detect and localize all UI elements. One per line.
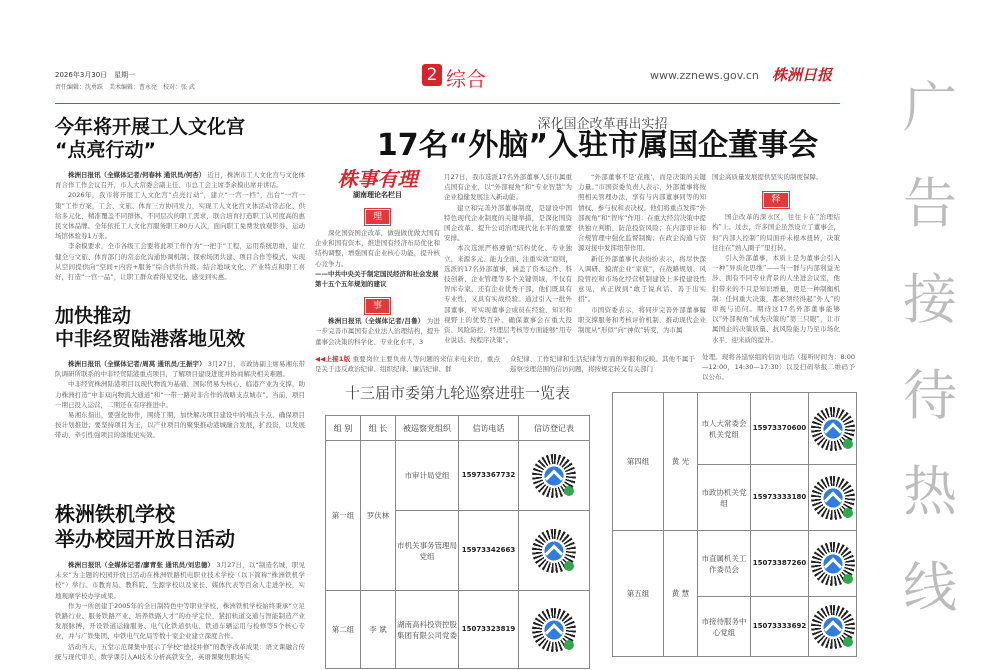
ad-hotline-banner <box>880 60 980 636</box>
phone-cell: 15973342663 <box>459 511 519 591</box>
quote-source: ——中共中央关于制定国民经济和社会发展第十五个五年规划的建议 <box>315 269 439 289</box>
tag-li: 理 <box>366 210 389 224</box>
ad-char: 热 <box>903 460 957 523</box>
phone-cell: 15973367732 <box>459 441 519 511</box>
org-cell: 市人大常委会机关党组 <box>698 393 751 465</box>
paragraph: 为进一步完善市属国有企业法人治理结构，提升董事会决策的科学化、专业化水平，3 <box>315 317 441 346</box>
issue-date: 2026年3月30日 星期一 <box>55 71 136 79</box>
section-name: 综合 <box>446 67 486 91</box>
main-column-3 <box>578 172 706 337</box>
table-row <box>613 393 857 465</box>
paragraph: 中非经贸株洲陆港项目以现代物流为基础、国际贸易为核心、临港产业为支撑，助力株洲打造“中非双向物流大通道”和“一带一路对非合作的战略支点城市”。当前，项目一期已投入运营，二期还在有序推进中。 <box>55 380 305 409</box>
byline: 株洲日报讯（全媒体记者/何春林 通讯员/何杏） <box>68 171 206 179</box>
org-cell: 市审计局党组 <box>396 441 459 511</box>
paragraph: 市国资委表示，将同步完善外部董事履职支撑服务和考核评价机制，推动现代企业制度从“形似”向“神似”转变，为市属 <box>578 305 706 335</box>
header-org: 被巡察党组织 <box>396 416 459 441</box>
paragraph: “外部董事不是‘花瓶’，而是决策的关键力量。”市国资委负责人表示，外部董事将按照相关管理办法，享有与内部董事同等的知情权、参与权和表决权。他们将重点发挥“外部视角”和“智库”作用：在重大经营决策中提供独立判断，防范投资风险；在内部审计和合规管理中强化监督制衡；在政企沟通与资源对接中发挥纽带作用。 <box>578 173 706 253</box>
table-title: 十三届市委第九轮巡察进驻一览表 <box>344 384 570 402</box>
byline: 株洲日报讯（全媒体记者/周莴 通讯员/王振宇） <box>68 360 206 368</box>
byline: 株洲日报讯（全媒体记者/吕鲁） <box>328 317 425 326</box>
paragraph: 3月27日，以“制造名城，职见未来”为主题的校园开放日活动在株洲铁路机电职业技术学校（以下简称“株洲铁机学校”）举行。市教育局、教科院、生源学校以及家长、媒体代表等百余人走进学校，实地观摩学校办学成果。 <box>55 561 305 600</box>
qr-code-icon[interactable] <box>811 542 855 586</box>
phone-cell: 15973370600 <box>751 393 809 465</box>
inspection-table-left <box>325 415 590 669</box>
main-column-2 <box>444 172 572 345</box>
ad-char: 待 <box>903 364 957 427</box>
leader-cell: 黄 慧 <box>664 531 698 657</box>
headline-line2: 举办校园开放日活动 <box>55 527 235 551</box>
inspection-intro-2: 众纪律、工作纪律和生活纪律等方面的举报和反映。其他不属于巡察受理范围的信访问题，将按规定转交有关部门 <box>510 355 695 374</box>
ad-char: 接 <box>903 268 957 331</box>
header-leader: 组 长 <box>361 416 396 441</box>
editor-credits: 责任编辑：沈勇跃 美术编辑：曹永亮 校对：张 武 <box>55 84 195 91</box>
paragraph: 建立和完善外部董事制度，是建设中国特色现代企业制度的关键举措，是深化国资国企改革、提升公司治理现代化水平的重要安排。 <box>444 203 572 243</box>
org-cell: 市政协机关党组 <box>698 465 751 531</box>
table-row <box>613 531 857 597</box>
group-cell: 第一组 <box>326 441 361 591</box>
phone-cell: 15073333692 <box>751 597 809 657</box>
site-url[interactable]: www.zznews.gov.cn <box>650 69 759 82</box>
group-cell: 第二组 <box>326 591 361 669</box>
paragraph: 作为一所创建于2005年的全日制特色中等职业学校，株洲铁机学校始终秉承“立足铁路行业、服务铁路产业、培养铁路人才”的办学定位，紧扣轨道交通与智能制造产业发展脉搏，开设铁道运输服务、电气化铁道供电、铁道车辆运用与检修等5个核心专业，并与广铁集团、中铁电气化局等数十家企业建立深度合作。 <box>55 601 305 641</box>
table-row <box>326 441 590 511</box>
header-group: 组 别 <box>326 416 361 441</box>
leader-cell: 黄 光 <box>664 393 698 531</box>
ad-char: 广 <box>903 76 957 139</box>
phone-cell: 15973333180 <box>751 465 809 531</box>
tag-shi-explain: 释 <box>764 193 787 207</box>
header-phone: 信访电话 <box>459 416 519 441</box>
paragraph: 近日，株洲市工人文化宫与文化体育合作工作会议召开，市人大常委会副主任、市总工会主席李余模出席并讲话。 <box>55 171 305 190</box>
paragraph: 2026年，我市将开展工人文化宫“点亮行动”，建立“一宫一档”，出台“一宫一策”工作方案，工会、文旅、体育三方协同发力，实现工人文化宫文体活动常态化、供给多元化，精准覆盖不同群体、不同层次的职工需求，联合培育打造职工认可度高的惠民文体品牌。全年依托工人文化宫服务职工80万人次，面向职工免费发放观影券、运动场馆体验券1万张。 <box>55 191 305 241</box>
paragraph: 国企改革的深水区，往往卡在“治理结构”上。过去，许多国企虽然设立了董事会，但“内部人控制”的局面并未根本扭转，决策往往在“熟人圈子”里打转。 <box>712 213 840 252</box>
tag-shi: 事 <box>366 299 389 313</box>
qr-code-icon[interactable] <box>532 608 576 652</box>
paragraph: 李余模要求，全市各级工会要将此项工作作为“一把手”工程，运用系统思维，建立健全与文旅、体育部门的常态化沟通协调机制；探索场团共建、项目合作等模式，实现从空间提供向“空间+内容+服务”综合供给升级；结合地域文化、产业特点和职工喜好，打造“一宫一品”，让职工群众看得见变化、感受到实惠。 <box>55 242 305 282</box>
column-zhushi-youli <box>315 168 440 347</box>
ad-char: 线 <box>903 556 957 619</box>
headline-line2: “点亮行动” <box>55 139 156 161</box>
group-cell: 第四组 <box>613 393 664 531</box>
group-cell: 第五组 <box>613 531 664 657</box>
paragraph: 新任外部董事代表纷纷表示，将尽快深入调研、摸清企业“家底”，在战略规划、风险管控和市场化经营机制建设上多提建设性意见，真正做到“敢于说真话、善于出实招”。 <box>578 254 706 304</box>
table-row <box>326 591 590 669</box>
column-subtitle: 湖南理论名栏目 <box>353 191 402 199</box>
header-rule <box>55 103 840 104</box>
headline-line2: 中非经贸陆港落地见效 <box>55 328 246 350</box>
inspection-table-right <box>612 392 857 657</box>
newspaper-logo: 株洲日报 <box>772 66 833 84</box>
paragraph: 本次选派严格遵循“结构优化、专业独立、来源多元、能力全面、注重实效”原则，选派的17名外部董事，涵盖了资本运作、科技创新、企业管理等多个关键领域，不仅有智库专家，还有企业优秀干部，他们既具有专业性，又具有实战经验。通过引入一批外部董事，可实现董事会成员在经验、知识和视野上的优势互补，确保董事会在重大投资、风险防控、经理层考核等方面能够“用专业说话、按程序决策”。 <box>444 244 572 345</box>
org-cell: 市机关事务管理局党组 <box>396 511 459 591</box>
headline-line1: 株洲铁机学校 <box>55 502 175 526</box>
article-culture-palace <box>55 116 305 282</box>
main-kicker: 深化国企改革再出实招 <box>537 117 668 132</box>
inspection-intro-1 <box>315 354 500 374</box>
org-cell: 市接待服务中心党组 <box>698 597 751 657</box>
qr-code-icon[interactable] <box>811 476 855 520</box>
main-headline: 17名“外脑”入驻市属国企董事会 <box>376 128 819 163</box>
org-cell: 湖南高科投资控股集团有限公司党委 <box>396 591 459 669</box>
paragraph: 易湘东指出，要强化协作，围绕工期，加快解决项目建设中的堵点卡点，确保项目按计划推进；要坚持项目为王，以产业项目的聚集推动港城融合发展，扩投资，以发展带动、牵引性强项目的落地见实效。 <box>55 411 305 440</box>
qr-code-icon[interactable] <box>811 407 855 451</box>
byline: 株洲日报讯（全媒体记者/廖青张 通讯员/刘忠德） <box>68 561 215 569</box>
quote: 深化国资国企改革，做强做优做大国有企业和国有资本，推进国有经济布局优化和结构调整，增强国有企业核心功能，提升核心竞争力。 <box>315 229 440 268</box>
qr-code-icon[interactable] <box>532 529 576 573</box>
continued-marker: ◀◀上接1版 <box>315 355 351 363</box>
page-number-badge: 2 <box>422 64 442 86</box>
article-china-africa-port <box>55 305 305 484</box>
paragraph: 国企高质量发展提供坚实的制度保障。 <box>712 173 823 181</box>
paragraph: 3月27日，市政协副主席易湘东带队调研所联系的中非经贸陆港重点项目，了解项目建设进度并协商解决相关难题。 <box>55 360 305 379</box>
header-qr: 信访登记表 <box>519 416 590 441</box>
qr-code-icon[interactable] <box>532 454 576 498</box>
ad-char: 告 <box>903 172 957 235</box>
phone-cell: 15073323819 <box>459 591 519 669</box>
leader-cell: 罗伏林 <box>361 441 396 591</box>
org-cell: 市直属机关工作委员会 <box>698 531 751 597</box>
headline-line1: 加快推动 <box>55 305 132 327</box>
column-logo: 株事有理 <box>337 167 418 191</box>
main-column-4 <box>712 172 840 344</box>
paragraph: 重要岗位主要负责人等问题的来信来电来访，重点是关于违反政治纪律、组织纪律、廉洁纪律、群 <box>315 355 500 374</box>
article-railway-school <box>55 502 305 670</box>
paragraph: 活动当天，五堂示范课集中展示了学校“德技并修”的教学改革成果：语文课融合传统与现代审美，数学课引入AI技术分析高铁安全，英语课聚焦职场实 <box>55 642 305 661</box>
paragraph: 引入外部董事，本质上是为董事会引入一种“异质化思维”——当一群与内部利益无涉、拥有不同专业背景的人坐进会议室，他们带来的不只是知识增量，更是一种制衡机制：任何重大决策，都必须经得起“外人”的审视与追问。期待这17名外部董事能够以“外部视角”成为决策的“第三只眼”，让市属国企的决策质量、抗风险能力乃至市场化水平，迎来质的提升。 <box>712 254 840 344</box>
leader-cell: 李 斌 <box>361 591 396 669</box>
paragraph: 月27日，我市选派17名外部董事人驻市属重点国有企业，以“外部视角”和“专业智慧”为企业稳健发展注入新动能。 <box>444 173 572 202</box>
headline-line1: 今年将开展工人文化宫 <box>55 116 246 138</box>
inspection-intro-3: 处理。现将各巡察组的信访电话（接听时间为：8:00—12:00，14:30—17:30）以及扫码举报二维码予以公布。 <box>702 353 855 382</box>
phone-cell: 15073387260 <box>751 531 809 597</box>
qr-code-icon[interactable] <box>811 605 855 649</box>
